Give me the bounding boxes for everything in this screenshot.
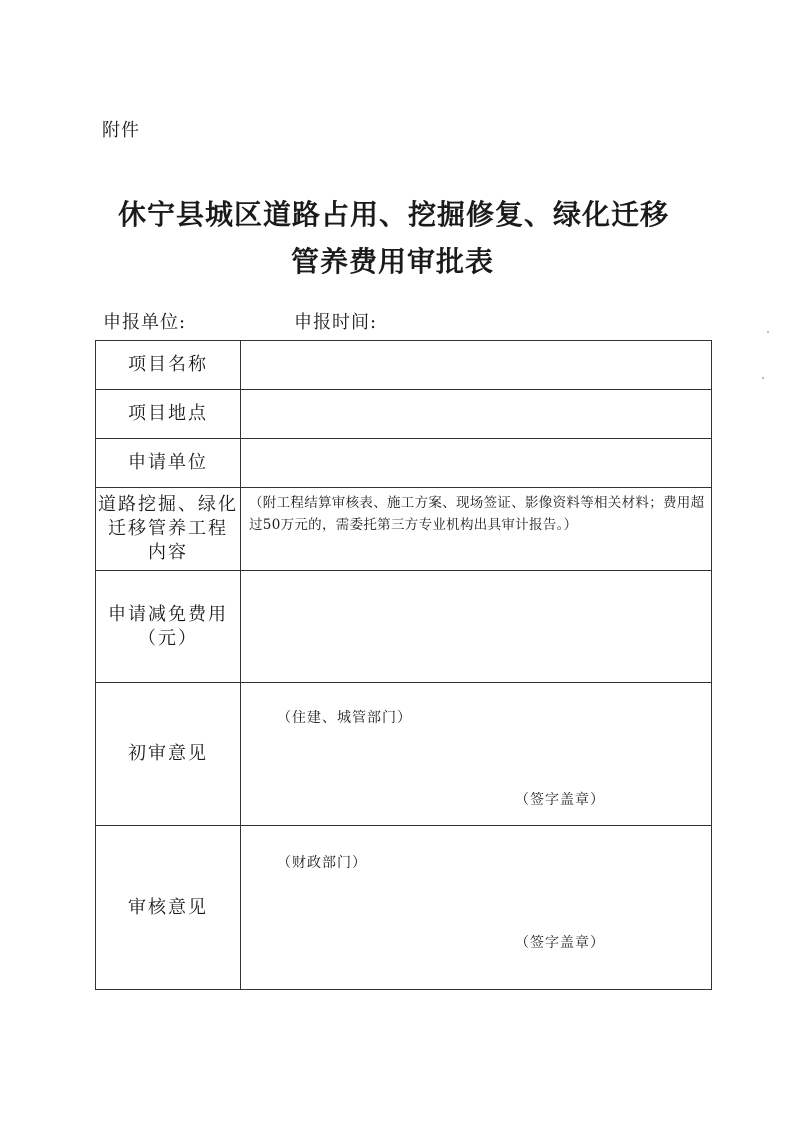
work-content-label-line-1: 道路挖掘、绿化 [98,494,238,515]
project-location-label: 项目地点 [96,390,241,439]
row-applicant [96,439,712,488]
fee-reduction-label [96,571,241,683]
initial-review-label: 初审意见 [96,683,241,826]
applicant-unit-label: 申报单位: [103,312,187,333]
form-title-line-2: 管养费用审批表 [290,245,494,278]
scan-speck [767,331,769,333]
attachment-label: 附件 [102,120,140,141]
audit-field[interactable] [241,826,712,990]
row-initial-review [96,683,712,826]
initial-review-dept: （住建、城管部门） [277,710,412,726]
initial-review-field[interactable] [241,683,712,826]
row-fee-reduction [96,571,712,683]
work-content-field[interactable] [241,488,712,571]
fee-reduction-label-line-1: 申请减免费用 [108,603,228,625]
project-name-label: 项目名称 [96,341,241,390]
row-audit [96,826,712,990]
fee-reduction-field[interactable] [241,571,712,683]
initial-review-signature: （签字盖章） [515,792,605,808]
work-content-note: （附工程结算审核表、施工方案、现场签证、影像资料等相关材料；费用超过50万元的，需委托第三方专业机构出具审计报告。） [249,495,705,533]
project-name-field[interactable] [241,341,712,390]
audit-label: 审核意见 [96,826,241,990]
work-content-label-line-2: 迁移管养工程 [108,518,228,539]
applicant-label: 申请单位 [96,439,241,488]
audit-dept: （财政部门） [277,855,367,871]
scan-speck [762,377,764,379]
audit-signature: （签字盖章） [515,935,605,951]
applicant-field[interactable] [241,439,712,488]
project-location-field[interactable] [241,390,712,439]
fee-reduction-label-line-2: （元） [138,627,198,649]
row-project-name [96,341,712,390]
work-content-label-line-3: 内容 [148,542,188,563]
form-title-line-1: 休宁县城区道路占用、挖掘修复、绿化迁移 [117,198,669,231]
row-work-content [96,488,712,571]
declare-time-label: 申报时间: [294,312,378,333]
approval-form-table [95,340,712,990]
row-project-location [96,390,712,439]
work-content-label [96,488,241,571]
